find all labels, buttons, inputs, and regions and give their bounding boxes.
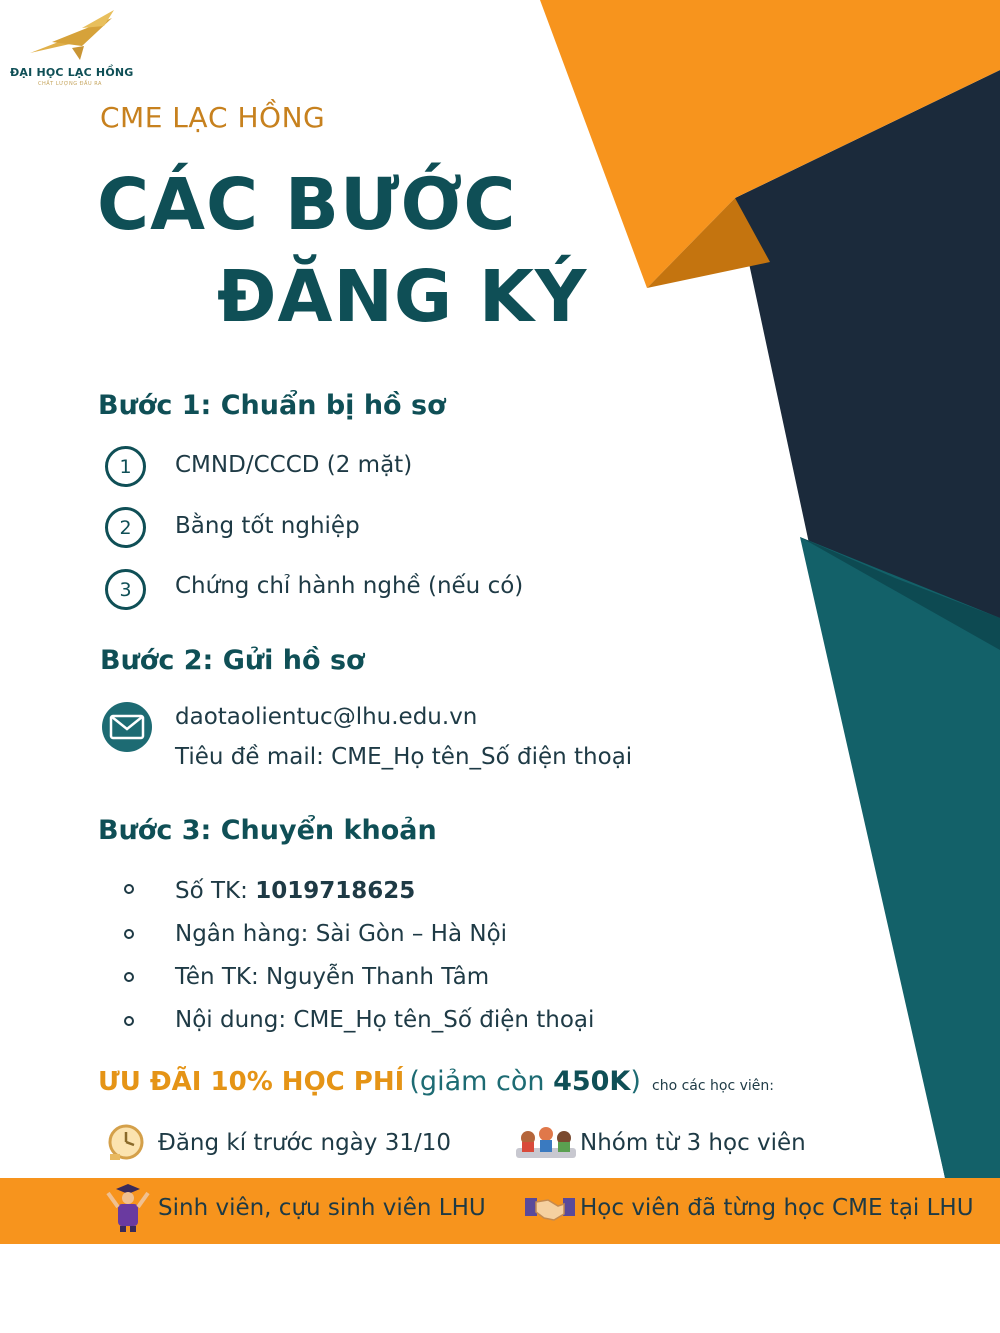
bank-account-name: Tên TK: Nguyễn Thanh Tâm — [175, 964, 490, 990]
step1-heading: Bước 1: Chuẩn bị hồ sơ — [98, 390, 446, 421]
clock-icon — [104, 1120, 148, 1164]
eyebrow-text: CME LẠC HỒNG — [100, 101, 326, 134]
step2-subject: Tiêu đề mail: CME_Họ tên_Số điện thoại — [175, 744, 633, 770]
bullet-icon — [124, 972, 134, 982]
bullet-icon — [124, 884, 134, 894]
bank-name: Ngân hàng: Sài Gòn – Hà Nội — [175, 921, 508, 947]
condition-group: Nhóm từ 3 học viên — [580, 1130, 806, 1156]
handshake-icon — [524, 1192, 576, 1226]
university-logo — [22, 8, 142, 68]
offer-subtext: cho các học viên: — [652, 1078, 774, 1094]
bank-account-number-row — [175, 878, 415, 904]
teal-shape — [800, 537, 1000, 1178]
page-title-line2: ĐĂNG KÝ — [217, 255, 588, 338]
account-label: Số TK: — [175, 878, 256, 904]
step2-email[interactable]: daotaolientuc@lhu.edu.vn — [175, 704, 478, 730]
step1-item-3: Chứng chỉ hành nghề (nếu có) — [175, 573, 524, 599]
offer-amount: 450K — [553, 1066, 631, 1097]
bullet-icon — [124, 1016, 134, 1026]
logo-name: ĐẠI HỌC LẠC HỒNG — [10, 66, 134, 79]
bullet-icon — [124, 929, 134, 939]
mail-icon — [102, 702, 152, 752]
step1-item-2: Bằng tốt nghiệp — [175, 513, 360, 539]
condition-deadline: Đăng kí trước ngày 31/10 — [158, 1130, 451, 1156]
step1-item-1: CMND/CCCD (2 mặt) — [175, 452, 413, 478]
step3-heading: Bước 3: Chuyển khoản — [98, 815, 437, 846]
condition-students: Sinh viên, cựu sinh viên LHU — [158, 1195, 486, 1221]
step2-heading: Bước 2: Gửi hồ sơ — [100, 645, 365, 676]
offer-main: ƯU ĐÃI 10% HỌC PHÍ — [98, 1067, 405, 1097]
condition-alumni: Học viên đã từng học CME tại LHU — [580, 1195, 974, 1221]
page-title-line1: CÁC BƯỚC — [97, 163, 517, 246]
transfer-content: Nội dung: CME_Họ tên_Số điện thoại — [175, 1007, 595, 1033]
logo-tagline: CHẤT LƯỢNG ĐẦU RA — [38, 81, 102, 87]
step1-number-3: 3 — [105, 569, 146, 610]
step1-number-2: 2 — [105, 507, 146, 548]
offer-discount: (giảm còn 450K) — [409, 1066, 641, 1097]
offer-line — [98, 1066, 774, 1097]
account-number: 1019718625 — [255, 878, 416, 904]
group-icon — [514, 1122, 578, 1162]
graduates-icon — [104, 1183, 152, 1233]
step1-number-1: 1 — [105, 446, 146, 487]
